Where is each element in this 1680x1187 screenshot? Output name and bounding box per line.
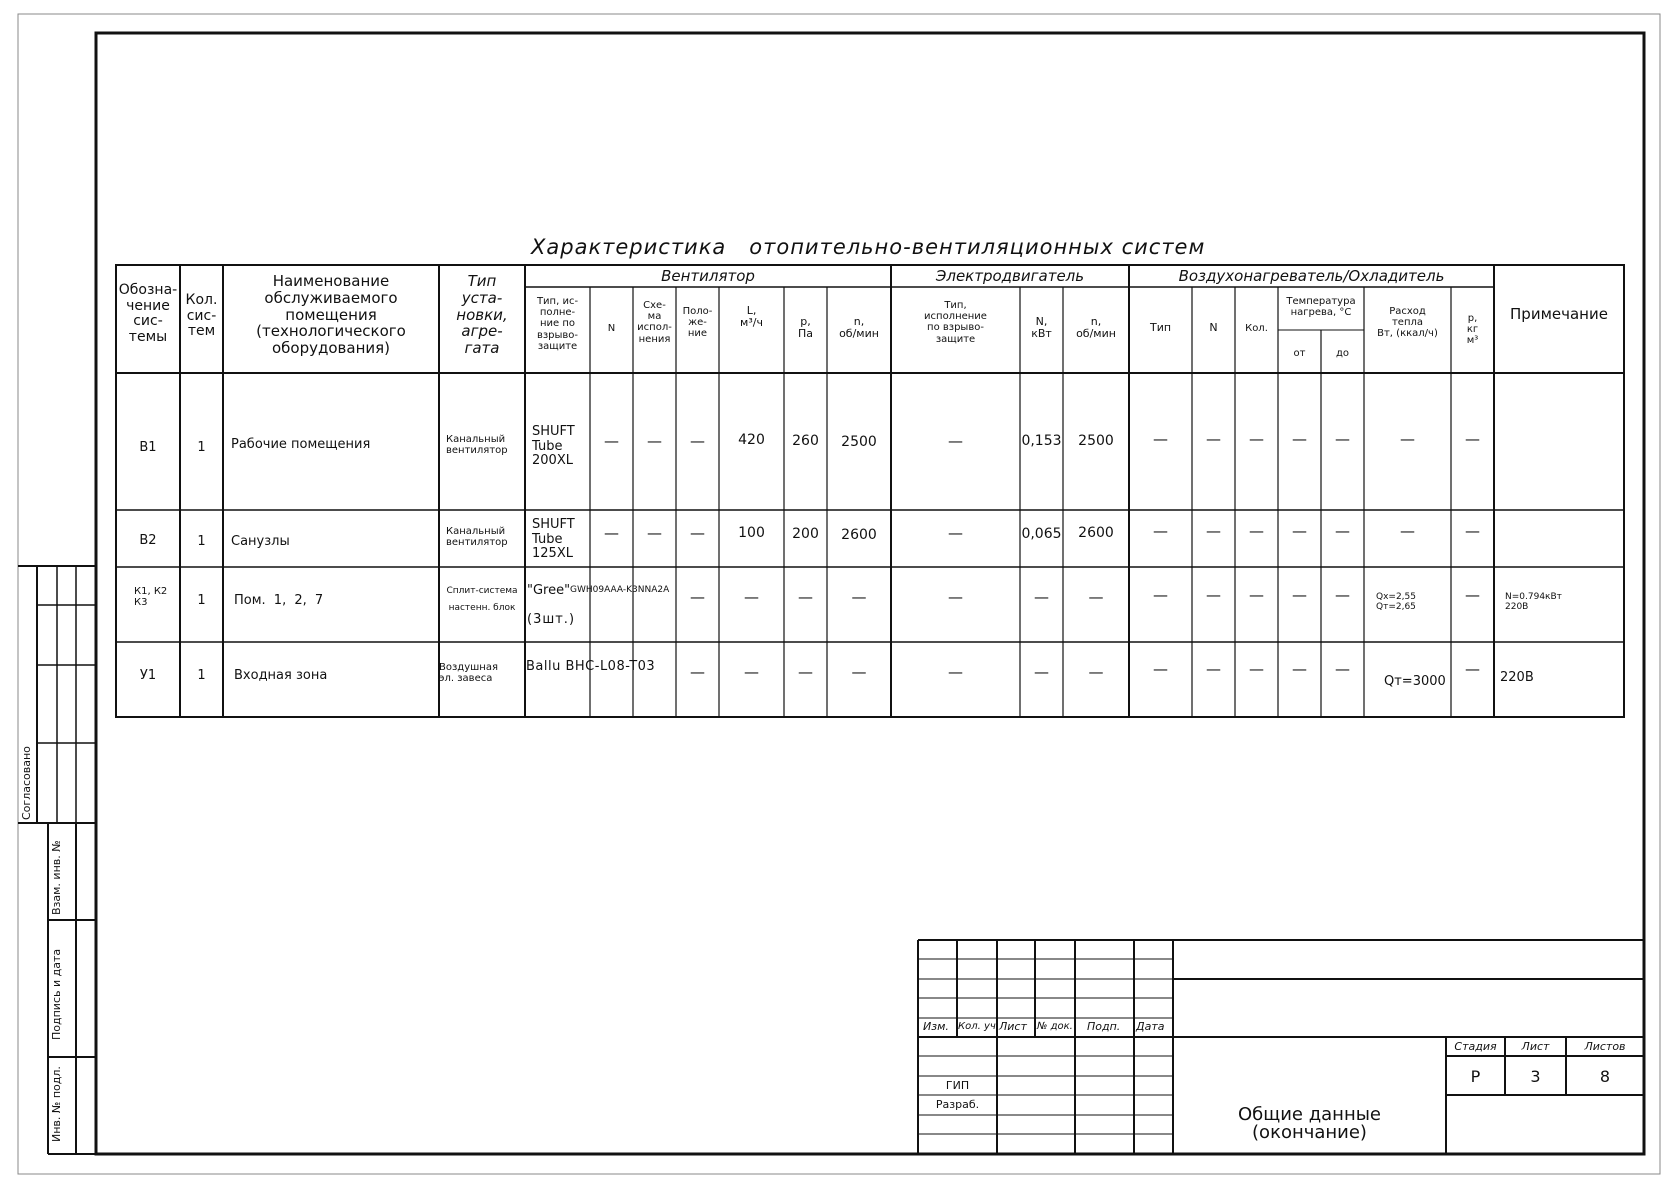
tb-col-change: Изм. bbox=[923, 1020, 949, 1033]
row3-room: Пом. 1, 2, 7 bbox=[234, 593, 324, 608]
tb-sheets: 8 bbox=[1599, 1067, 1611, 1086]
row4-fan-L: — bbox=[744, 663, 759, 681]
row4-motor-rpm: — bbox=[1088, 663, 1104, 681]
hdr-designation: Обозна- чение сис- темы bbox=[118, 282, 178, 346]
row1-unit-type: Канальный вентилятор bbox=[446, 434, 508, 457]
hdr-fan-scheme: Схе- ма испол- нения bbox=[637, 300, 672, 345]
signature-date-label: Подпись и дата bbox=[50, 948, 63, 1040]
row3-fan-brand: "Gree" bbox=[527, 583, 571, 598]
tb-sheet: 3 bbox=[1530, 1067, 1541, 1086]
row3-fan-qty: (3шт.) bbox=[527, 612, 576, 627]
row2-consumption: — bbox=[1400, 522, 1415, 540]
row3-heater-n: — bbox=[1206, 586, 1221, 604]
tb-col-qty: Кол. уч bbox=[958, 1021, 996, 1032]
hdr-fan-group: Вентилятор bbox=[661, 267, 755, 285]
row2-unit-type: Канальный вентилятор bbox=[446, 526, 508, 549]
row2-heater-to: — bbox=[1335, 522, 1350, 540]
row4-count: 1 bbox=[197, 668, 206, 683]
row1-fan-scheme: — bbox=[647, 432, 662, 450]
hdr-unit-type: Тип уста- новки, агре- гата bbox=[456, 272, 508, 358]
row3-count: 1 bbox=[197, 593, 206, 608]
tb-stage: Р bbox=[1470, 1067, 1481, 1086]
row3-heater-p: — bbox=[1465, 586, 1480, 604]
row2-heater-type: — bbox=[1153, 522, 1168, 540]
row3-designation: К1, К2 К3 bbox=[134, 586, 168, 609]
row1-heater-to: — bbox=[1335, 430, 1350, 448]
row1-fan-n: — bbox=[604, 432, 619, 450]
hdr-heater-type: Тип bbox=[1149, 321, 1172, 334]
row4-fan-rpm: — bbox=[851, 663, 867, 681]
tb-document-name: Общие данные (окончание) bbox=[1237, 1104, 1381, 1143]
hdr-motor-type: Тип, исполнение по взрыво- защите bbox=[924, 300, 987, 345]
row1-fan-p: 260 bbox=[792, 433, 819, 449]
hdr-fan-L: L, м³/ч bbox=[740, 304, 763, 330]
row1-consumption: — bbox=[1400, 430, 1415, 448]
row1-motor-type: — bbox=[948, 432, 963, 450]
row2-fan-rpm: 2600 bbox=[841, 527, 877, 543]
hdr-fan-rpm: n, об/мин bbox=[839, 315, 879, 341]
row4-fan-p: — bbox=[798, 663, 813, 681]
hdr-motor-rpm: n, об/мин bbox=[1076, 315, 1116, 341]
row1-room: Рабочие помещения bbox=[231, 437, 371, 452]
row3-fan-p: — bbox=[798, 588, 813, 606]
row1-heater-from: — bbox=[1292, 430, 1307, 448]
hdr-heater-n: N bbox=[1209, 321, 1218, 334]
row4-designation: У1 bbox=[139, 668, 157, 683]
hdr-heater-count: Кол. bbox=[1245, 323, 1268, 334]
row2-heater-count: — bbox=[1249, 522, 1264, 540]
row4-fan-position: — bbox=[690, 663, 705, 681]
row3-fan-L: — bbox=[744, 588, 759, 606]
drawing-title: Характеристика отопительно-вентиляционных систем bbox=[531, 235, 1206, 259]
row3-fan-position: — bbox=[690, 588, 705, 606]
inventory-no-label: Инв. № подл. bbox=[50, 1066, 63, 1142]
tb-role-gip: ГИП bbox=[945, 1079, 970, 1092]
row1-fan-type: SHUFT Tube 200XL bbox=[532, 424, 575, 469]
row3-heater-type: — bbox=[1153, 586, 1168, 604]
hdr-fan-position: Поло- же- ние bbox=[682, 306, 713, 340]
row1-motor-rpm: 2500 bbox=[1078, 433, 1114, 449]
row4-motor-N: — bbox=[1034, 663, 1049, 681]
row1-count: 1 bbox=[197, 440, 206, 455]
row2-motor-rpm: 2600 bbox=[1078, 525, 1114, 541]
row2-motor-type: — bbox=[948, 524, 963, 542]
row3-fan-rpm: — bbox=[851, 588, 867, 606]
tb-stage-label: Стадия bbox=[1454, 1040, 1497, 1053]
tb-col-date: Дата bbox=[1136, 1020, 1165, 1033]
hdr-note: Примечание bbox=[1510, 305, 1608, 323]
row1-heater-type: — bbox=[1153, 430, 1168, 448]
row4-heater-n: — bbox=[1206, 660, 1221, 678]
hdr-fan-p: p, Па bbox=[797, 315, 813, 341]
hdr-fan-type: Тип, ис- полне- ние по взрыво- защите bbox=[536, 296, 579, 352]
row3-consumption: Qх=2,55 Qт=2,65 bbox=[1376, 592, 1416, 613]
row4-fan-type: Ballu BHC-L08-T03 bbox=[526, 659, 656, 674]
hdr-heater-temp-from: от bbox=[1293, 348, 1306, 359]
row1-designation: В1 bbox=[139, 440, 157, 455]
row4-heater-type: — bbox=[1153, 660, 1168, 678]
row3-unit-type: Сплит-система настенн. блок bbox=[446, 586, 518, 614]
row2-motor-N: 0,065 bbox=[1021, 526, 1062, 542]
tb-role-dev: Разраб. bbox=[935, 1098, 980, 1111]
row2-fan-n: — bbox=[604, 524, 619, 542]
hdr-room-name: Наименование обслуживаемого помещения (технологического оборудования) bbox=[256, 272, 406, 358]
row2-room: Санузлы bbox=[231, 534, 290, 549]
row2-fan-p: 200 bbox=[792, 526, 819, 542]
row4-note: 220В bbox=[1500, 670, 1534, 685]
row1-fan-rpm: 2500 bbox=[841, 434, 877, 450]
row3-motor-type: — bbox=[948, 588, 963, 606]
row3-note: N=0.794кВт 220В bbox=[1505, 592, 1562, 613]
hdr-fan-n: N bbox=[607, 323, 616, 334]
hdr-heater-consumption: Расход тепла Вт, (ккал/ч) bbox=[1377, 306, 1438, 340]
hdr-motor-group: Электродвигатель bbox=[935, 267, 1085, 285]
hdr-heater-p: p, кг м³ bbox=[1466, 313, 1479, 347]
row4-heater-p: — bbox=[1465, 660, 1480, 678]
tb-col-sheet: Лист bbox=[999, 1020, 1027, 1033]
interchange-no-label: Взам. инв. № bbox=[50, 840, 63, 915]
row1-heater-count: — bbox=[1249, 430, 1264, 448]
row4-heater-count: — bbox=[1249, 660, 1264, 678]
row2-count: 1 bbox=[197, 534, 206, 549]
row4-unit-type: Воздушная эл. завеса bbox=[439, 662, 498, 685]
row2-heater-p: — bbox=[1465, 522, 1480, 540]
hdr-motor-N: N, кВт bbox=[1031, 315, 1052, 341]
tb-col-sign: Подп. bbox=[1087, 1020, 1121, 1033]
row4-consumption: Qт=3000 bbox=[1384, 674, 1446, 689]
row4-heater-to: — bbox=[1335, 660, 1350, 678]
row4-motor-type: — bbox=[948, 663, 963, 681]
row1-heater-p: — bbox=[1465, 430, 1480, 448]
tb-sheets-label: Листов bbox=[1584, 1040, 1626, 1053]
row3-fan-model: GWH09AAA-K3NNA2A bbox=[570, 585, 670, 595]
row3-heater-from: — bbox=[1292, 586, 1307, 604]
row1-fan-position: — bbox=[690, 432, 705, 450]
row2-fan-L: 100 bbox=[738, 525, 765, 541]
tb-sheet-label: Лист bbox=[1521, 1040, 1550, 1053]
agreed-label: Согласовано bbox=[20, 746, 33, 820]
row1-motor-N: 0,153 bbox=[1021, 433, 1062, 449]
row1-heater-n: — bbox=[1206, 430, 1221, 448]
row4-heater-from: — bbox=[1292, 660, 1307, 678]
hdr-heater-temp-to: до bbox=[1335, 348, 1350, 359]
row2-fan-scheme: — bbox=[647, 524, 662, 542]
row3-heater-to: — bbox=[1335, 586, 1350, 604]
tb-col-doc: № док. bbox=[1037, 1021, 1073, 1032]
hdr-heater-temp: Температура нагрева, °С bbox=[1286, 296, 1356, 319]
hdr-heater-group: Воздухонагреватель/Охладитель bbox=[1178, 267, 1445, 285]
row3-heater-count: — bbox=[1249, 586, 1264, 604]
row4-room: Входная зона bbox=[234, 668, 328, 683]
hdr-system-count: Кол. сис- тем bbox=[185, 292, 218, 340]
row2-designation: В2 bbox=[139, 533, 157, 548]
row2-heater-n: — bbox=[1206, 522, 1221, 540]
row2-heater-from: — bbox=[1292, 522, 1307, 540]
row2-fan-type: SHUFT Tube 125XL bbox=[532, 517, 575, 562]
row2-fan-position: — bbox=[690, 524, 705, 542]
row3-motor-N: — bbox=[1034, 588, 1049, 606]
row3-motor-rpm: — bbox=[1088, 588, 1104, 606]
row1-fan-L: 420 bbox=[738, 432, 765, 448]
